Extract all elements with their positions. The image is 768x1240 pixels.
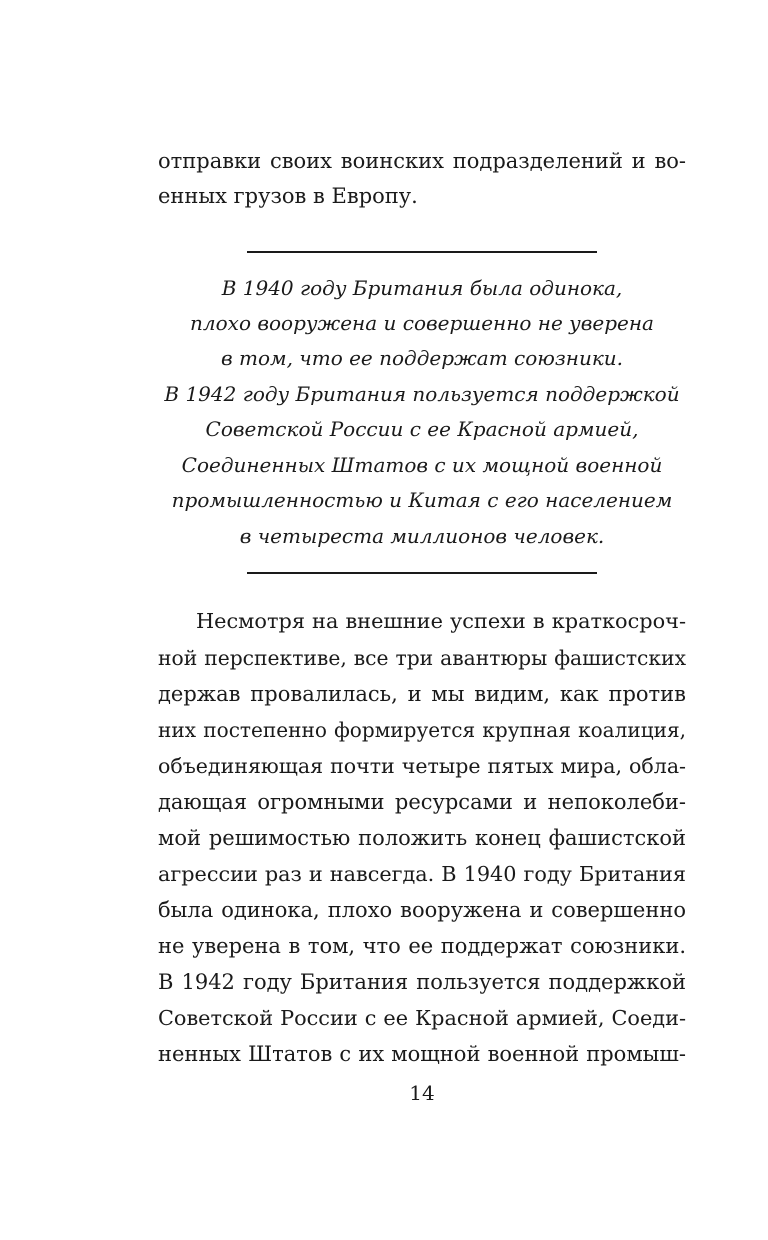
pullquote-line: В 1940 году Британия была одинока, [221, 276, 623, 300]
pullquote-top-rule [247, 251, 597, 253]
text-line: енных грузов в Европу. [158, 184, 418, 208]
text-line: Несмотря на внешние успехи в краткосроч- [196, 609, 686, 633]
text-line: объединяющая почти четыре пятых мира, обла- [158, 754, 686, 778]
text-line: Советской России с ее Красной армией, Соеди- [158, 1006, 686, 1030]
page-number: 14 [409, 1081, 435, 1105]
text-line: не уверена в том, что ее поддержат союзники. [158, 934, 686, 958]
text-line: ной перспективе, все три авантюры фашистских [158, 646, 686, 670]
text-line: ненных Штатов с их мощной военной промыш- [158, 1042, 686, 1066]
pullquote-line: Советской России с ее Красной армией, [205, 417, 639, 441]
pullquote-line: Соединенных Штатов с их мощной военной [181, 453, 663, 477]
text-line: держав провалилась, и мы видим, как против [158, 682, 686, 706]
pullquote-line: в четыреста миллионов человек. [239, 524, 605, 548]
pullquote-line: В 1942 году Британия пользуется поддержкой [164, 382, 680, 406]
text-line: мой решимостью положить конец фашистской [158, 826, 686, 850]
text-line: агрессии раз и навсегда. В 1940 году Британия [158, 862, 686, 886]
text-line: В 1942 году Британия пользуется поддержкой [158, 970, 686, 994]
pullquote-line: плохо вооружена и совершенно не уверена [190, 311, 654, 335]
pullquote-line: промышленностью и Китая с его населением [171, 488, 673, 512]
pullquote-bottom-rule [247, 572, 597, 574]
text-line: была одинока, плохо вооружена и совершенно [158, 898, 686, 922]
text-line: отправки своих воинских подразделений и во- [158, 149, 686, 173]
pullquote-line: в том, что ее поддержат союзники. [220, 346, 624, 370]
text-line: дающая огромными ресурсами и непоколеби- [158, 790, 686, 814]
text-line: них постепенно формируется крупная коалиция, [158, 718, 686, 742]
